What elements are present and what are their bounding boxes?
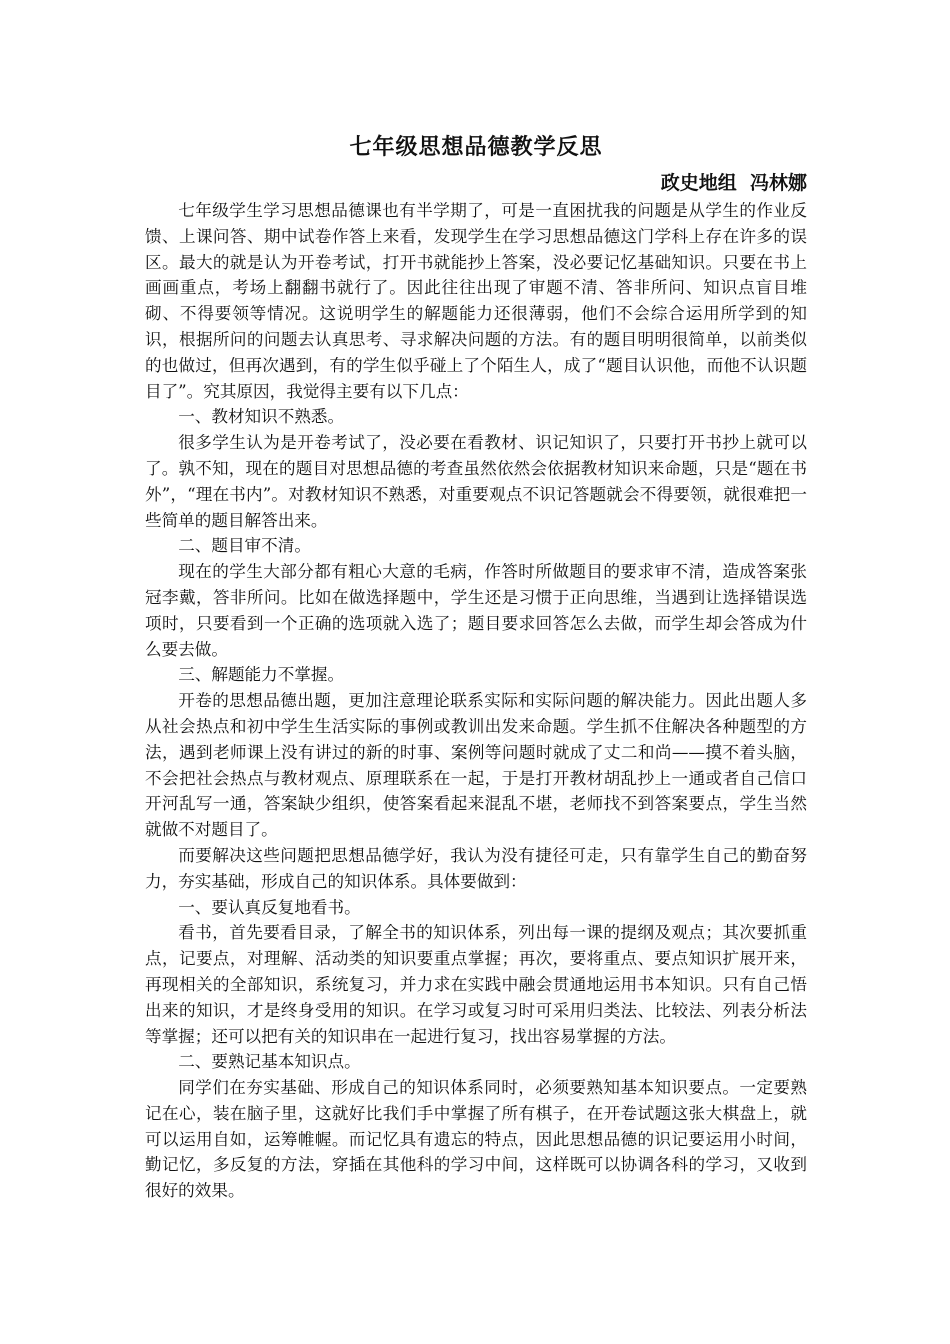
document-title: 七年级思想品德教学反思 <box>349 135 603 160</box>
body-paragraph: 看书，首先要看目录，了解全书的知识体系，列出每一课的提纲及观点；其次要抓重点，记要点，对理解、活动类的知识要重点掌握；再次，要将重点、要点知识扩展开来，再现相关的全部知识，系统复习，并力求在实践中融会贯通地运用书本知识。只有自己悟出来的知识，才是终身受用的知识。在学习或复习时可采用归类法、比较法、列表分析法等掌握；还可以把有关的知识串在一起进行复习，找出容易掌握的方法。 <box>145 923 807 1046</box>
section-heading: 一、要认真反复地看书。 <box>178 897 361 917</box>
document-body <box>145 198 807 1204</box>
document-author: 政史地组 冯林娜 <box>660 172 807 194</box>
body-paragraph: 同学们在夯实基础、形成自己的知识体系同时，必须要熟知基本知识要点。一定要熟记在心，装在脑子里，这就好比我们手中掌握了所有棋子，在开卷试题这张大棋盘上，就可以运用自如，运筹帷幄。而记忆具有遗忘的特点，因此思想品德的识记要运用小时间，勤记忆，多反复的方法，穿插在其他科的学习中间，这样既可以协调各科的学习，又收到很好的效果。 <box>145 1078 807 1201</box>
section-heading: 一、教材知识不熟悉。 <box>178 407 345 427</box>
section-heading: 二、题目审不清。 <box>178 536 311 556</box>
body-paragraph: 七年级学生学习思想品德课也有半学期了，可是一直困扰我的问题是从学生的作业反馈、上课问答、期中试卷作答上来看，发现学生在学习思想品德这门学科上存在许多的误区。最大的就是认为开卷考试，打开书就能抄上答案，没必要记忆基础知识。只要在书上画画重点，考场上翻翻书就行了。因此往往出现了审题不清、答非所问、知识点盲目堆砌、不得要领等情况。这说明学生的解题能力还很薄弱，他们不会综合运用所学到的知识，根据所问的问题去认真思考、寻求解决问题的方法。有的题目明明很简单，以前类似的也做过，但再次遇到，有的学生似乎碰上了个陌生人，成了“题目认识他，而他不认识题目了”。究其原因，我觉得主要有以下几点： <box>145 201 807 401</box>
body-paragraph: 而要解决这些问题把思想品德学好，我认为没有捷径可走，只有靠学生自己的勤奋努力，夯实基础，形成自己的知识体系。具体要做到： <box>145 845 807 891</box>
body-paragraph: 现在的学生大部分都有粗心大意的毛病，作答时所做题目的要求审不清，造成答案张冠李戴，答非所问。比如在做选择题中，学生还是习惯于正向思维，当遇到让选择错误选项时，只要看到一个正确的选项就入选了；题目要求回答怎么去做，而学生却会答成为什么要去做。 <box>145 562 807 659</box>
section-heading: 三、解题能力不掌握。 <box>178 665 345 685</box>
section-heading: 二、要熟记基本知识点。 <box>178 1052 361 1072</box>
document-page <box>145 128 807 1204</box>
body-paragraph: 开卷的思想品德出题，更加注意理论联系实际和实际问题的解决能力。因此出题人多从社会热点和初中学生生活实际的事例或教训出发来命题。学生抓不住解决各种题型的方法，遇到老师课上没有讲过的新的时事、案例等问题时就成了丈二和尚——摸不着头脑，不会把社会热点与教材观点、原理联系在一起，于是打开教材胡乱抄上一通或者自己信口开河乱写一通，答案缺少组织，使答案看起来混乱不堪，老师找不到答案要点，学生当然就做不对题目了。 <box>145 691 807 840</box>
body-paragraph: 很多学生认为是开卷考试了，没必要在看教材、识记知识了，只要打开书抄上就可以了。孰不知，现在的题目对思想品德的考查虽然依然会依据教材知识来命题，只是“题在书外”，“理在书内”。对教材知识不熟悉，对重要观点不识记答题就会不得要领，就很难把一些简单的题目解答出来。 <box>145 433 807 530</box>
